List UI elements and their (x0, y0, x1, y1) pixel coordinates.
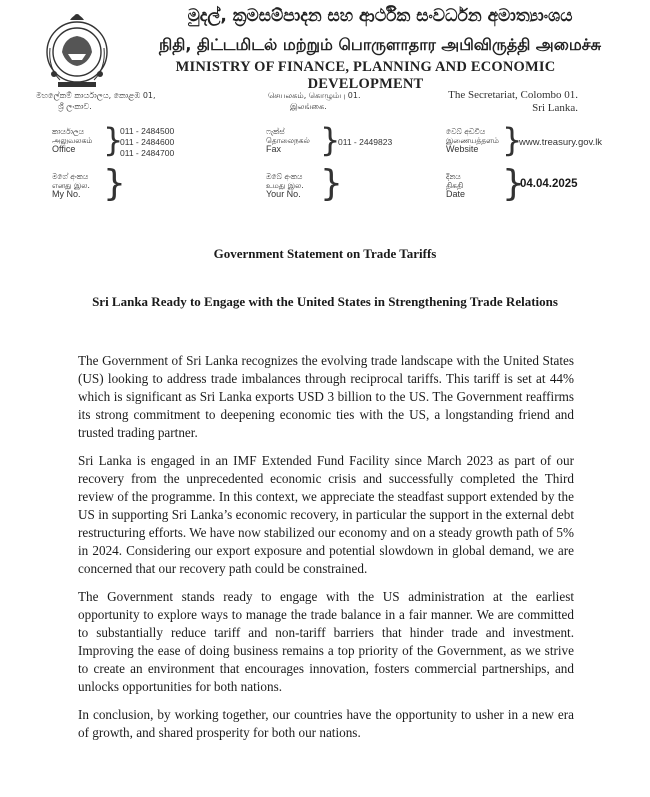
ministry-name-sinhala: මුදල්, ක්‍රමසම්පාදන සහ ආර්ථික සංවර්ධන අමාත්‍යාංශය (187, 6, 573, 26)
ministry-name-tamil: நிதி, திட்டமிடல் மற்றும் பொருளாதார அபிவிருத்தி அமைச்சு (158, 35, 602, 54)
website-link[interactable]: www.treasury.gov.lk (519, 137, 603, 148)
office-phones (120, 126, 174, 159)
paragraph: Sri Lanka is engaged in an IMF Extended Fund Facility since March 2023 as part of our recovery from the unprecedented economic crisis and successfully completed the Third review of the programme. In this context, we appreciate the steadfast support extended by the US in supporting Sri Lanka’s economic recovery, in particular the support in the external debt restructuring efforts. We have now stabilized our economy and on a steady growth path of 5% in 2024. Considering our export exposure and potential slowdown in global demand, we are concerned that our recovery path could be constrained. (78, 453, 574, 576)
label-ta: திகதி (446, 181, 464, 190)
label-ta: அலுவலகம் (52, 136, 93, 145)
brace-icon: } (103, 163, 126, 204)
paragraph: In conclusion, by working together, our countries have the opportunity to usher in a new era of growth, and shared prosperity for both our nations. (78, 707, 574, 740)
brace-icon: } (320, 163, 343, 204)
label-ta: எனது இல. (52, 181, 90, 190)
label-en: Office (52, 144, 76, 154)
phone-number: 011 - 2484500 (120, 126, 175, 136)
address-line: ශ්‍රී ලංකාව. (58, 102, 92, 111)
paragraph: The Government stands ready to engage with the US administration at the earliest opportunity to explore ways to manage the trade balance in a fair manner. We are committed to substantially reduce tariff and non-tariff barriers that hinder trade and investment. Improving the ease of doing business remains a top priority of the Government, as we strive to create an environment that encourages innovation, fosters commercial partnerships, and unlocks opportunities for both nations. (78, 589, 574, 694)
document-body (78, 352, 574, 752)
address-line: இலங்கை. (290, 102, 327, 111)
label-si: කාර්යාලය (52, 127, 85, 136)
label-en: My No. (52, 189, 81, 199)
brace-icon: } (103, 121, 124, 159)
sri-lanka-emblem-icon (40, 8, 114, 94)
brace-icon: } (502, 121, 523, 159)
paragraph: The Government of Sri Lanka recognizes the evolving trade landscape with the United States (US) looking to address trade imbalances through reciprocal tariffs. This tariff is set at 44% which is significant as Sri Lanka exports USD 3 billion to the US. The Government reaffirms its strong commitment to deepening economic ties with the US, a longstanding friend and trusted trading partner. (78, 353, 574, 440)
label-si: ෆැක්ස් (266, 127, 285, 136)
label-ta: இணையத்தளம் (446, 136, 499, 145)
label-en: Your No. (266, 189, 301, 199)
label-si: වෙබ් අඩවිය (446, 127, 486, 136)
ministry-name-english: MINISTRY OF FINANCE, PLANNING AND ECONOMIC DEVELOPMENT (175, 59, 556, 92)
website-label (446, 127, 499, 154)
document-subheading: Sri Lanka Ready to Engage with the United States in Strengthening Trade Relations (92, 294, 558, 309)
document-heading: Government Statement on Trade Tariffs (213, 246, 437, 261)
fax-label (266, 127, 310, 154)
address-sinhala (36, 90, 156, 112)
address-tamil (268, 90, 361, 112)
address-line: මහලේකම් කාර්යාලය, කොළඹ 01, (36, 91, 156, 100)
phone-number: 011 - 2484600 (120, 137, 175, 147)
brace-icon: } (320, 121, 341, 159)
label-si: මගේ අංකය (52, 172, 89, 181)
address-english (420, 89, 578, 115)
address-line: செயலகம், கொழும்பு 01. (268, 91, 361, 100)
label-en: Fax (266, 144, 282, 154)
label-ta: தொலைநகல் (266, 136, 310, 145)
fax-number: 011 - 2449823 (338, 137, 393, 147)
label-si: ඔබේ අංකය (266, 172, 303, 181)
brace-icon: } (502, 163, 525, 204)
your-no-label (266, 172, 304, 199)
label-si: දිනය (446, 172, 461, 181)
date-value: 04.04.2025 (520, 178, 578, 190)
office-label (52, 127, 92, 154)
label-en: Website (446, 144, 479, 154)
phone-number: 011 - 2484700 (120, 148, 175, 158)
label-ta: உமது இல. (266, 181, 304, 190)
label-en: Date (446, 189, 466, 199)
my-no-label (52, 172, 90, 199)
address-line: Sri Lanka. (532, 102, 578, 114)
address-line: The Secretariat, Colombo 01. (448, 89, 578, 101)
date-label (446, 172, 465, 199)
